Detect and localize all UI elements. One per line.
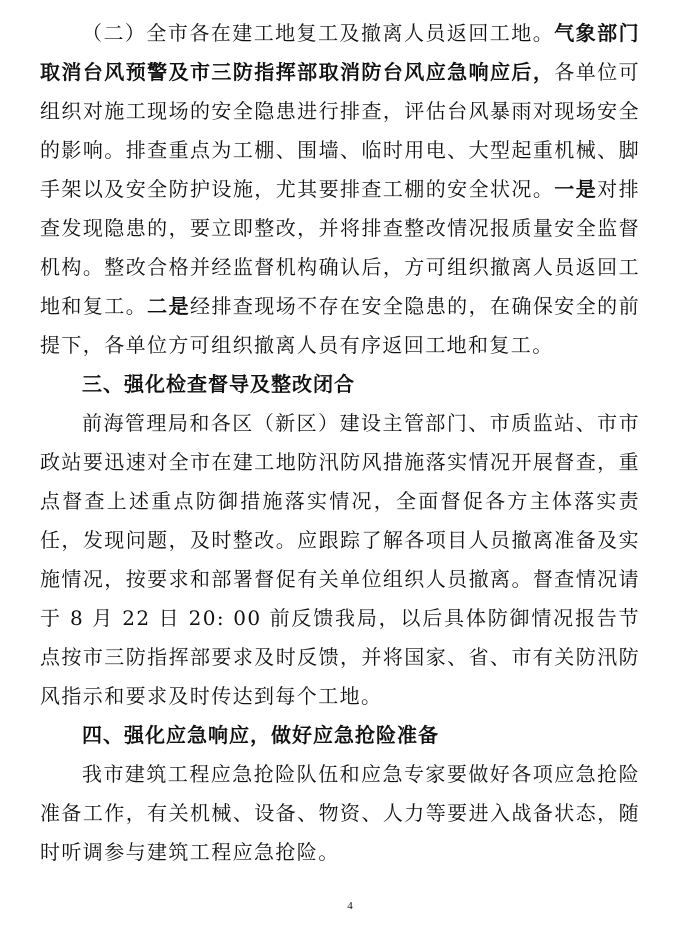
section-heading-4: 四、强化应急响应，做好应急抢险准备	[82, 723, 439, 747]
paragraph-return-to-site	[40, 14, 640, 365]
paragraph-text: （二）全市各在建工地复工及撤离人员返回工地。	[82, 21, 555, 45]
paragraph-text: 各单位可组织对施工现场的安全隐患进行排查，评估台风暴雨对现场安全的影响。排查重点为工棚、围墙、临时用电、大型起重机械、脚手架以及安全防护设施，尤其要排查工棚的安全状况。	[40, 60, 640, 201]
paragraph-text: 对排查发现隐患的，要立即整改，并将排查整改情况报质量安全监督机构。整改合格并经监督机构确认后，方可组织撤离人员返回工地和复工。	[40, 177, 640, 318]
bold-marker-second: 二是	[147, 294, 191, 318]
section-heading-3: 三、强化检查督导及整改闭合	[82, 372, 355, 396]
paragraph-text: 经排查现场不存在安全隐患的，在确保安全的前提下，各单位方可组织撤离人员有序返回工地和复工。	[40, 294, 640, 357]
paragraph-inspection: 前海管理局和各区（新区）建设主管部门、市质监站、市市政站要迅速对全市在建工地防汛防风措施落实情况开展督查，重点督查上述重点防御措施落实情况，全面督促各方主体落实责任，发现问题，及时整改。应跟踪了解各项目人员撤离准备及实施情况，按要求和部署督促有关单位组织人员撤离。督查情况请于 8 月 22 日 20: 00 前反馈我局，以后具体防御情况报告节点按市三防指挥部要求及时反馈，并将国家、省、市有关防汛防风指示和要求及时传达到每个工地。	[40, 411, 640, 708]
page-number: 4	[347, 900, 353, 912]
bold-condition-text: 气象部门取消台风预警及市三防指挥部取消防台风应急响应后，	[40, 21, 640, 84]
bold-marker-first: 一是	[554, 177, 598, 201]
paragraph-emergency: 我市建筑工程应急抢险队伍和应急专家要做好各项应急抢险准备工作，有关机械、设备、物资、人力等要进入战备状态，随时听调参与建筑工程应急抢险。	[40, 762, 640, 864]
